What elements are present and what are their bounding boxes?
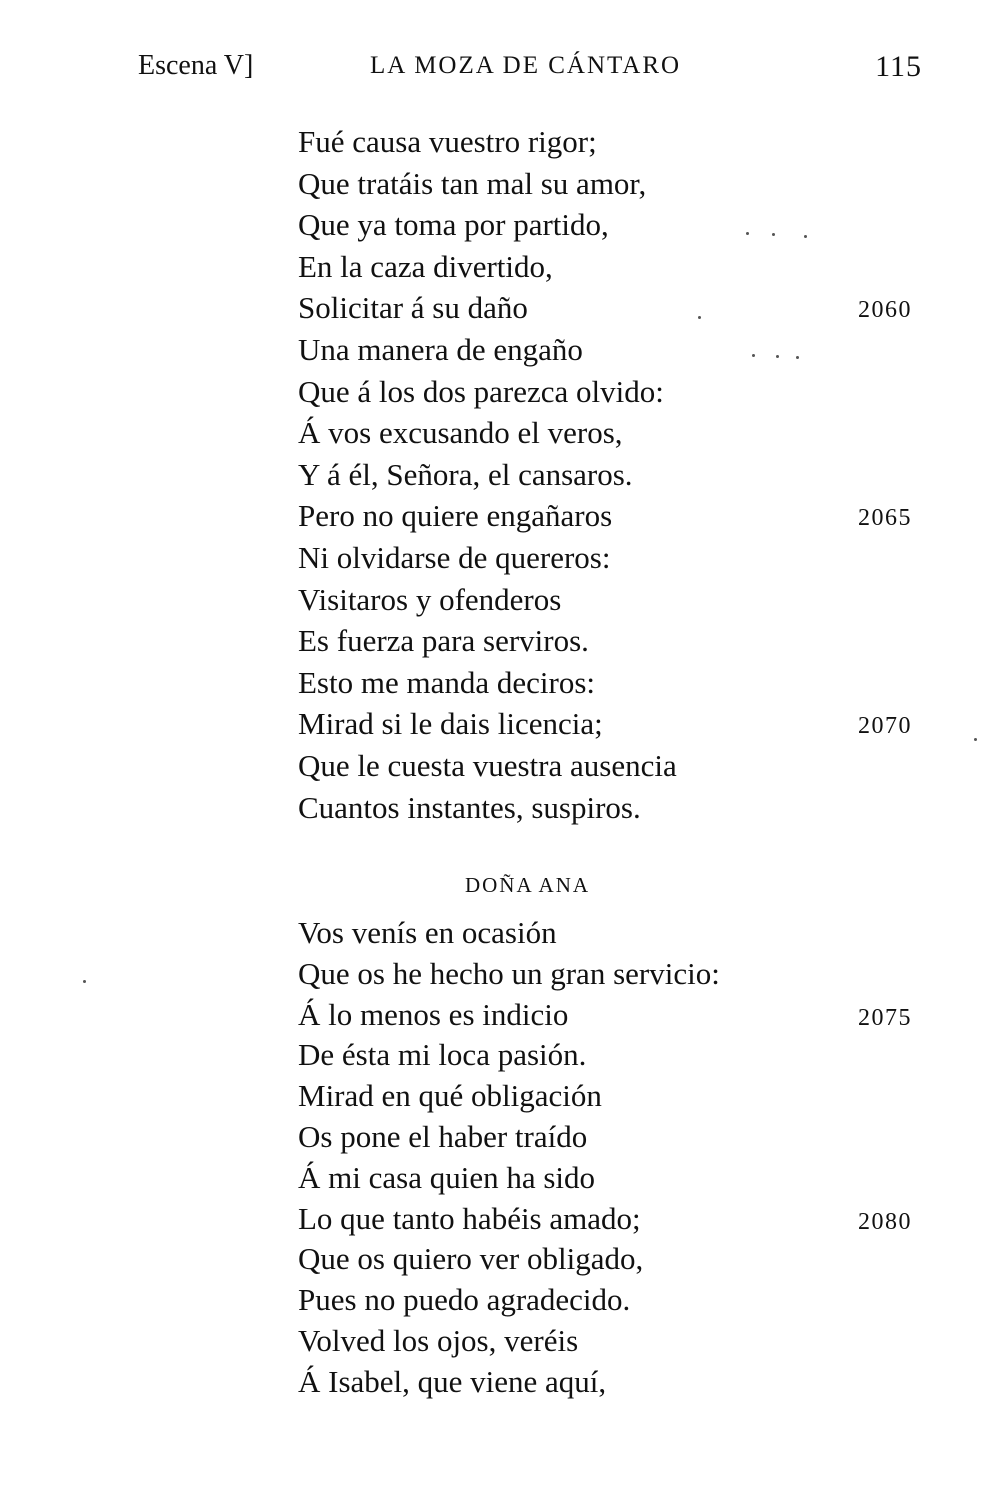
stanza-2: [298, 913, 938, 1403]
verse-line: [298, 579, 938, 621]
scan-speck: [752, 354, 755, 357]
verse-text: Que á los dos parezca olvido:: [298, 373, 664, 409]
verse-line: [298, 371, 938, 413]
verse-line: [298, 745, 938, 787]
verse-text: Que le cuesta vuestra ausencia: [298, 747, 677, 783]
verse-text: Visitaros y ofenderos: [298, 581, 562, 617]
verse-line: [298, 620, 938, 662]
book-title: LA MOZA DE CÁNTARO: [370, 52, 682, 79]
verse-text: Á lo menos es indicio: [298, 996, 569, 1032]
scan-speck: [698, 316, 701, 319]
verse-line: [298, 662, 938, 704]
verse-text: Que os quiero ver obligado,: [298, 1241, 644, 1277]
line-number: 2060: [858, 297, 912, 324]
verse-line: [298, 412, 938, 454]
verse-line: [298, 1239, 938, 1280]
verse-text: Volved los ojos, veréis: [298, 1322, 579, 1358]
verse-text: Pero no quiere engañaros: [298, 498, 613, 534]
verse-line: [298, 204, 938, 246]
verse-line: [298, 954, 938, 995]
line-number: 2065: [858, 505, 912, 532]
verse-text: Esto me manda deciros:: [298, 664, 595, 700]
verse-text: Que ya toma por partido,: [298, 207, 609, 243]
verse-text: Una manera de engaño: [298, 331, 583, 367]
verse-text: Mirad si le dais licencia;: [298, 706, 603, 742]
verse-text: Cuantos instantes, suspiros.: [298, 789, 641, 825]
verse-text: Fué causa vuestro rigor;: [298, 124, 597, 159]
verse-text: Que os he hecho un gran servicio:: [298, 955, 720, 991]
verse-line: [298, 1199, 938, 1240]
verse-line: [298, 495, 938, 537]
verse-text: Solicitar á su daño: [298, 290, 528, 326]
verse-line: [298, 121, 938, 163]
verse-text: Es fuerza para serviros.: [298, 623, 589, 659]
verse-line: [298, 703, 938, 745]
scan-speck: [83, 980, 86, 983]
scene-label: Escena V]: [138, 50, 254, 81]
verse-line: [298, 537, 938, 579]
verse-text: Os pone el haber traído: [298, 1118, 588, 1154]
scan-speck: [974, 738, 977, 741]
verse-line: [298, 246, 938, 288]
verse-text: Lo que tanto habéis amado;: [298, 1200, 641, 1236]
verse-line: [298, 913, 938, 954]
verse-line: [298, 287, 938, 329]
verse-text: Á mi casa quien ha sido: [298, 1159, 596, 1195]
speaker-name: DOÑA ANA: [464, 873, 591, 897]
verse-text: Y á él, Señora, el cansaros.: [298, 456, 633, 492]
verse-text: Mirad en qué obligación: [298, 1078, 602, 1114]
stanza-1: [298, 121, 938, 828]
verse-line: [298, 1362, 938, 1403]
scan-speck: [746, 232, 749, 235]
verse-line: [298, 1076, 938, 1117]
verse-line: [298, 329, 938, 371]
scan-speck: [776, 355, 779, 358]
verse-text: Que tratáis tan mal su amor,: [298, 165, 647, 201]
verse-line: [298, 1035, 938, 1076]
page-number: 115: [875, 50, 922, 83]
verse-line: [298, 1321, 938, 1362]
scan-speck: [796, 356, 799, 359]
verse-text: De ésta mi loca pasión.: [298, 1037, 587, 1073]
verse-text: En la caza divertido,: [298, 248, 553, 284]
verse-line: [298, 1117, 938, 1158]
verse-line: [298, 1158, 938, 1199]
line-number: 2075: [858, 1004, 912, 1031]
verse-text: Á Isabel, que viene aquí,: [298, 1363, 607, 1399]
verse-line: [298, 454, 938, 496]
scan-speck: [772, 233, 775, 236]
verse-text: Vos venís en ocasión: [298, 915, 557, 950]
verse-text: Ni olvidarse de quereros:: [298, 539, 611, 575]
line-number: 2070: [858, 713, 912, 740]
verse-text: Pues no puedo agradecido.: [298, 1282, 631, 1318]
scan-speck: [804, 235, 807, 238]
verse-text: Á vos excusando el veros,: [298, 415, 623, 451]
running-head: [0, 50, 1000, 90]
verse-line: [298, 163, 938, 205]
verse-line: [298, 1280, 938, 1321]
verse-line: [298, 995, 938, 1036]
verse-line: [298, 787, 938, 829]
line-number: 2080: [858, 1208, 912, 1235]
